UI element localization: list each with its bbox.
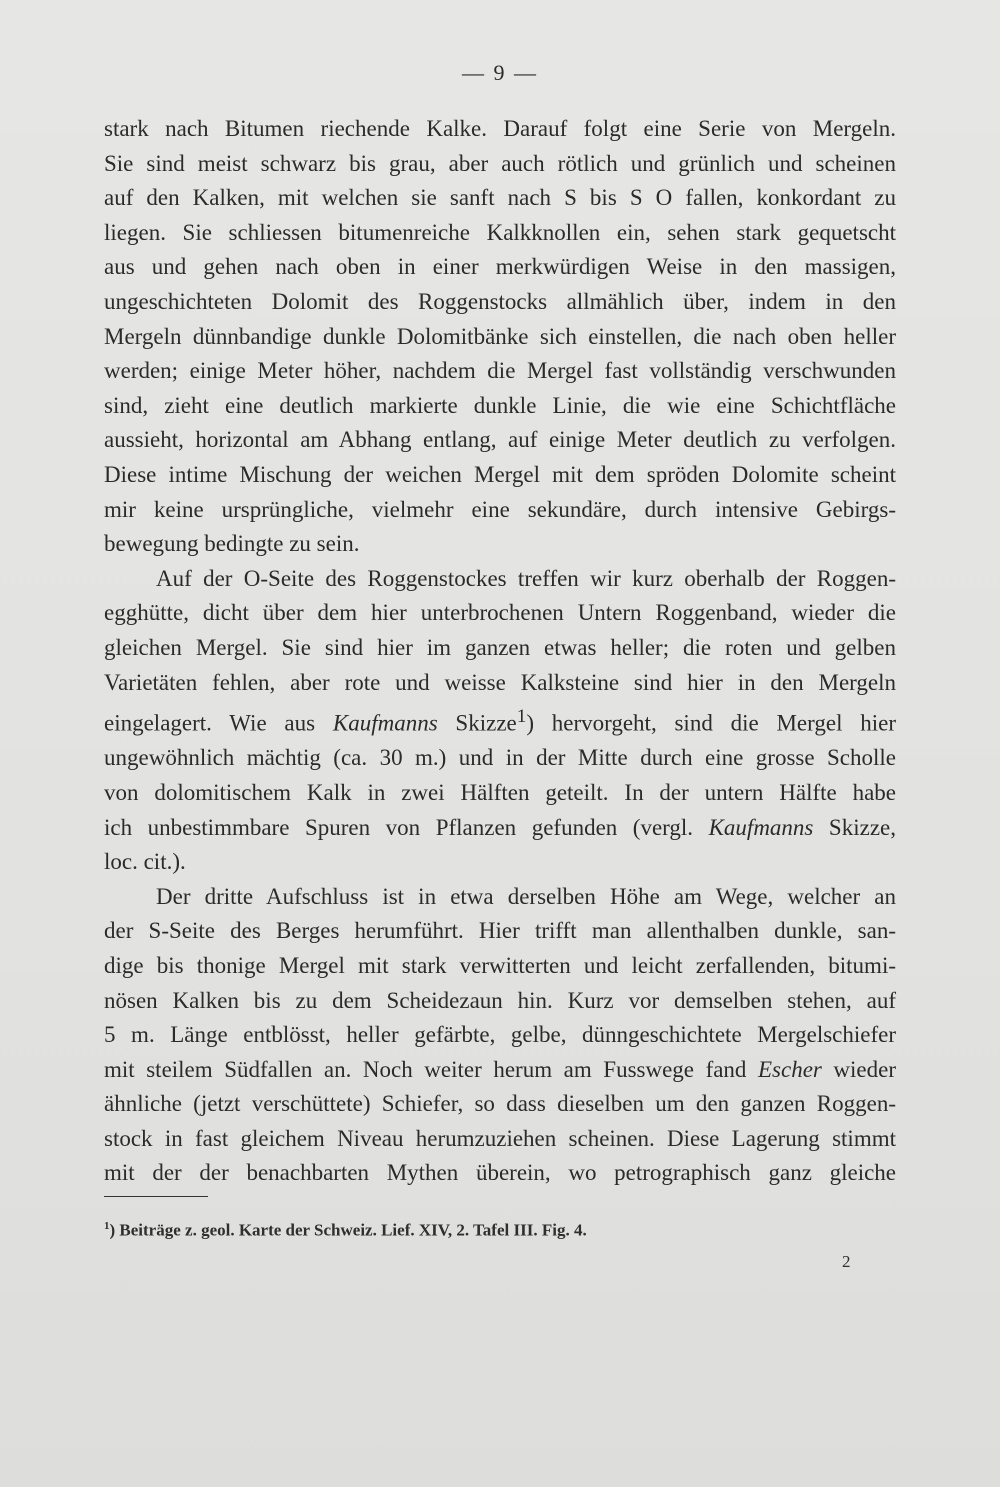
text-run: Skizze — [437, 710, 517, 736]
text-line: Varietäten fehlen, aber rote und weisse Kalksteine sind hier in den Mergeln — [104, 669, 896, 695]
footnote-text: ) Beiträge z. geol. Karte der Schweiz. Lief. XIV, 2. Tafel III. Fig. 4. — [109, 1220, 587, 1240]
text-line: Diese intime Mischung der weichen Mergel mit dem spröden Dolomite scheint — [104, 461, 896, 487]
footnote-marker: 1 — [104, 1220, 110, 1232]
signature-mark: 2 — [842, 1252, 851, 1271]
footnote-divider — [104, 1196, 208, 1197]
text-line: auf den Kalken, mit welchen sie sanft nach S bis S O fallen, konkordant zu — [104, 185, 896, 211]
text-run: wieder — [821, 1056, 897, 1082]
text-line: egghütte, dicht über dem hier unterbrochenen Untern Roggenband, wieder die — [104, 600, 896, 626]
text-line: ähnliche (jetzt verschüttete) Schiefer, so dass dieselben um den ganzen Roggen- — [104, 1091, 896, 1117]
text-line: sind, zieht eine deutlich markierte dunkle Linie, die wie eine Schichtfläche — [104, 392, 896, 418]
text-line: mir keine ursprüngliche, vielmehr eine sekundäre, durch intensive Gebirgs- — [104, 496, 896, 522]
text-line: bewegung bedingte zu sein. — [104, 531, 360, 557]
text-line: aus und gehen nach oben in einer merkwürdigen Weise in den massigen, — [104, 254, 896, 280]
text-line: Sie sind meist schwarz bis grau, aber auch rötlich und grünlich und scheinen — [104, 150, 896, 176]
text-line: aussieht, horizontal am Abhang entlang, auf einige Meter deutlich zu verfolgen. — [104, 427, 896, 453]
text-line: stark nach Bitumen riechende Kalke. Darauf folgt eine Serie von Mergeln. — [104, 116, 896, 141]
text-run: eingelagert. Wie aus — [104, 710, 333, 736]
text-line: dige bis thonige Mergel mit stark verwitterten und leicht zerfallenden, bitumi- — [104, 952, 896, 978]
footnote-marker: 1 — [516, 706, 527, 728]
text-line — [104, 1053, 896, 1088]
footnote — [104, 1220, 896, 1241]
body-text — [104, 112, 896, 1191]
text-line — [104, 811, 896, 846]
text-line: Auf der O-Seite des Roggenstockes treffen wir kurz oberhalb der Roggen- — [156, 565, 896, 591]
text-line: liegen. Sie schliessen bitumenreiche Kalkknollen ein, sehen stark gequetscht — [104, 219, 896, 245]
text-line: Der dritte Aufschluss ist in etwa derselben Höhe am Wege, welcher an — [156, 883, 896, 909]
text-line: der S-Seite des Berges herumführt. Hier trifft man allenthalben dunkle, san- — [104, 918, 896, 944]
text-run: ich unbestimmbare Spuren von Pflanzen gefunden (vergl. — [104, 814, 709, 840]
text-line: Mergeln dünnbandige dunkle Dolomitbänke sich einstellen, die nach oben heller — [104, 323, 896, 349]
page-number: — 9 — — [462, 60, 538, 85]
paragraph-2 — [104, 562, 896, 880]
text-run: mit steilem Südfallen an. Noch weiter herum am Fusswege fand — [104, 1056, 758, 1082]
text-line: stock in fast gleichem Niveau herumzuziehen scheinen. Diese Lagerung stimmt — [104, 1125, 896, 1151]
author-name: Kaufmanns — [332, 710, 438, 736]
paragraph-3 — [104, 880, 896, 1191]
text-run: Skizze, — [813, 814, 896, 840]
text-line — [104, 700, 896, 741]
text-line: mit der der benachbarten Mythen überein, wo petrographisch ganz gleiche — [104, 1160, 896, 1186]
text-line: gleichen Mergel. Sie sind hier im ganzen etwas heller; die roten und gelben — [104, 634, 896, 660]
text-run: ) hervorgeht, sind die Mergel hier — [526, 710, 896, 736]
text-line: nösen Kalken bis zu dem Scheidezaun hin. Kurz vor demselben stehen, auf — [104, 987, 896, 1013]
author-name: Escher — [758, 1056, 822, 1082]
text-line: loc. cit.). — [104, 849, 186, 875]
text-line: ungewöhnlich mächtig (ca. 30 m.) und in der Mitte durch eine grosse Scholle — [104, 745, 896, 771]
author-name: Kaufmanns — [708, 814, 814, 840]
text-line: 5 m. Länge entblösst, heller gefärbte, gelbe, dünngeschichtete Mergelschiefer — [104, 1022, 896, 1048]
text-line: werden; einige Meter höher, nachdem die Mergel fast vollständig verschwunden — [104, 358, 896, 384]
text-line: von dolomitischem Kalk in zwei Hälften geteilt. In der untern Hälfte habe — [104, 779, 896, 805]
text-line: ungeschichteten Dolomit des Roggenstocks allmählich über, indem in den — [104, 288, 896, 314]
paragraph-1 — [104, 112, 896, 562]
